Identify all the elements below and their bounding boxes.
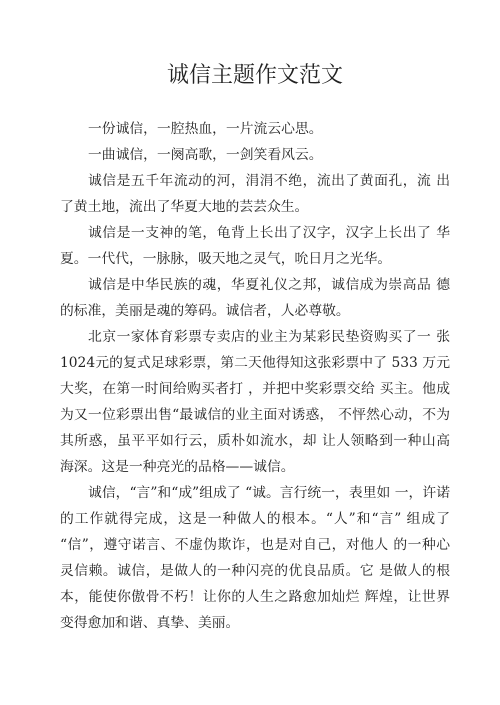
- paragraph-3: 诚信是五千年流动的河，涓涓不绝，流出了黄面孔，流 出了黄土地，流出了华夏大地的芸芸众生。: [60, 173, 450, 215]
- document-title: 诚信主题作文范文: [166, 63, 343, 88]
- paragraph-6: 北京一家体育彩票专卖店的业主为某彩民垫资购买了一 张 1024元的复式足球彩票，第二天他得知这张彩票中了 533 万元大奖，在第一时间给购买者打 ，并把中奖彩票交给 买主。他成为又一位彩票出售“最诚信的业主面对诱惑， 不怦然心动，不为其所惑，虽平平如行云，质朴如流水，却 让人领略到一种山高海深。这是一种亮光的品格——诚信。: [60, 329, 450, 475]
- paragraph-4: 诚信是一支神的笔，龟背上长出了汉字，汉字上长出了 华夏。一代代，一脉脉，吸天地之灵气，吮日月之光华。: [60, 225, 450, 267]
- paragraph-5: 诚信是中华民族的魂，华夏礼仪之邦，诚信成为崇高品 德的标准，美丽是魂的筹码。诚信者，人必尊敬。: [60, 277, 450, 319]
- document-body: [60, 116, 450, 636]
- paragraph-7: 诚信，“言”和“成”组成了 “诚。言行统一，表里如 一，许诺的工作就得完成，这是一种做人的根本。“人”和“言” 组成了 “信”，遵守诺言、不虚伪欺诈，也是对自己，对他人 的一种心灵信赖。诚信，是做人的一种闪亮的优良品质。它 是做人的根本，能使你傲骨不朽！让你的人生之路愈加灿烂 辉煌，让世界变得愈加和谐、真挚、美丽。: [60, 485, 450, 631]
- paragraph-1: 一份诚信，一腔热血，一片流云心思。: [88, 121, 323, 137]
- paragraph-2: 一曲诚信，一阕高歌，一剑笑看风云。: [88, 147, 323, 163]
